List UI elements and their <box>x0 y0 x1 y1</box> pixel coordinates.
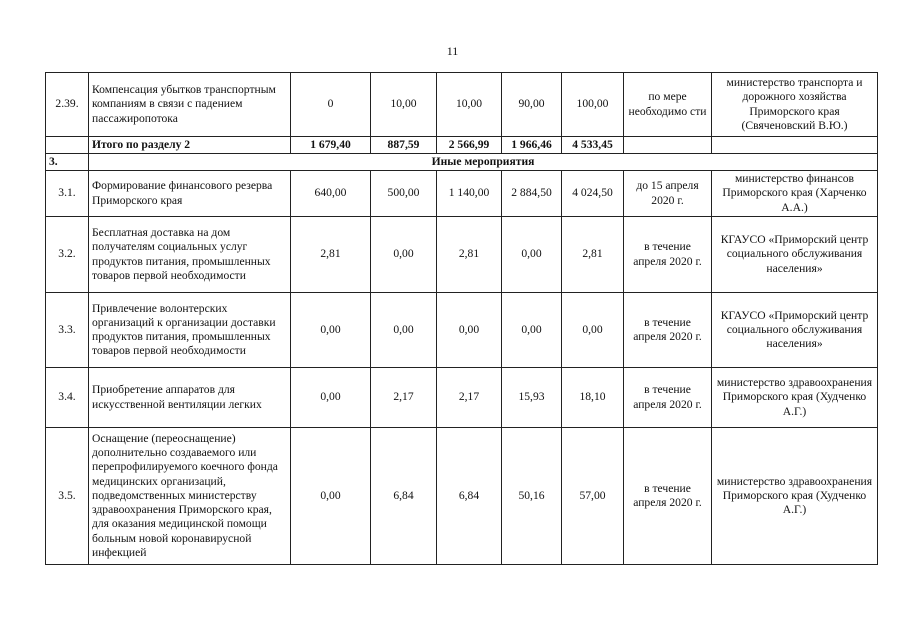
measures-table <box>45 72 878 565</box>
responsible-cell: министерство здравоохранения Приморского края (Худченко А.Г.) <box>712 368 878 428</box>
value-cell: 0,00 <box>291 368 371 428</box>
total-value: 2 566,99 <box>437 137 502 154</box>
value-cell: 0,00 <box>562 293 624 368</box>
value-cell: 1 140,00 <box>437 171 502 217</box>
responsible-cell: КГАУСО «Приморский центр социального обслуживания населения» <box>712 293 878 368</box>
value-cell: 640,00 <box>291 171 371 217</box>
page-number: 11 <box>446 44 459 58</box>
total-value: 4 533,45 <box>562 137 624 154</box>
value-cell: 15,93 <box>502 368 562 428</box>
value-cell: 0,00 <box>502 217 562 293</box>
value-cell: 0,00 <box>291 293 371 368</box>
measure-name: Оснащение (переоснащение) дополнительно создаваемого или перепрофилируемого коечного фонда медицинских организаций, подведомственных министерству здравоохранения Приморского края, для оказания медицинской помощи больным новой коронавирусной инфекцией <box>89 428 291 565</box>
value-cell: 6,84 <box>371 428 437 565</box>
value-cell: 90,00 <box>502 73 562 137</box>
row-number: 2.39. <box>46 73 89 137</box>
section-header-row <box>46 154 878 171</box>
value-cell: 4 024,50 <box>562 171 624 217</box>
value-cell: 2 884,50 <box>502 171 562 217</box>
value-cell: 0,00 <box>437 293 502 368</box>
value-cell: 18,10 <box>562 368 624 428</box>
total-value: 887,59 <box>371 137 437 154</box>
table-row <box>46 428 878 565</box>
measure-name: Формирование финансового резерва Приморского края <box>89 171 291 217</box>
responsible-cell: министерство здравоохранения Приморского края (Худченко А.Г.) <box>712 428 878 565</box>
responsible-cell: министерство финансов Приморского края (Харченко А.А.) <box>712 171 878 217</box>
term-cell: в течение апреля 2020 г. <box>624 368 712 428</box>
row-number: 3.3. <box>46 293 89 368</box>
term-cell: до 15 апреля 2020 г. <box>624 171 712 217</box>
total-label: Итого по разделу 2 <box>89 137 291 154</box>
measure-name: Приобретение аппаратов для искусственной вентиляции легких <box>89 368 291 428</box>
table-row <box>46 368 878 428</box>
value-cell: 0,00 <box>291 428 371 565</box>
value-cell: 2,81 <box>437 217 502 293</box>
term-cell: в течение апреля 2020 г. <box>624 217 712 293</box>
value-cell: 2,17 <box>437 368 502 428</box>
section-total-row <box>46 137 878 154</box>
row-number: 3.2. <box>46 217 89 293</box>
total-value: 1 966,46 <box>502 137 562 154</box>
value-cell: 50,16 <box>502 428 562 565</box>
value-cell: 6,84 <box>437 428 502 565</box>
value-cell: 0 <box>291 73 371 137</box>
table-row <box>46 217 878 293</box>
table-row <box>46 73 878 137</box>
table-row <box>46 293 878 368</box>
measure-name: Привлечение волонтерских организаций к организации доставки продуктов питания, промышленных товаров первой необходимости <box>89 293 291 368</box>
row-number: 3.1. <box>46 171 89 217</box>
value-cell: 100,00 <box>562 73 624 137</box>
value-cell: 0,00 <box>371 217 437 293</box>
empty-cell <box>624 137 712 154</box>
value-cell: 2,81 <box>291 217 371 293</box>
empty-cell <box>46 137 89 154</box>
value-cell: 2,81 <box>562 217 624 293</box>
value-cell: 57,00 <box>562 428 624 565</box>
responsible-cell: министерство транспорта и дорожного хозяйства Приморского края (Свяченовский В.Ю.) <box>712 73 878 137</box>
measure-name: Компенсация убытков транспортным компаниям в связи с падением пассажиропотока <box>89 73 291 137</box>
term-cell: в течение апреля 2020 г. <box>624 428 712 565</box>
value-cell: 10,00 <box>371 73 437 137</box>
table-row <box>46 171 878 217</box>
section-number: 3. <box>46 154 89 171</box>
value-cell: 2,17 <box>371 368 437 428</box>
value-cell: 500,00 <box>371 171 437 217</box>
term-cell: по мере необходимо сти <box>624 73 712 137</box>
term-cell: в течение апреля 2020 г. <box>624 293 712 368</box>
value-cell: 0,00 <box>502 293 562 368</box>
value-cell: 10,00 <box>437 73 502 137</box>
value-cell: 0,00 <box>371 293 437 368</box>
responsible-cell: КГАУСО «Приморский центр социального обслуживания населения» <box>712 217 878 293</box>
row-number: 3.5. <box>46 428 89 565</box>
empty-cell <box>712 137 878 154</box>
section-title: Иные мероприятия <box>89 154 878 171</box>
total-value: 1 679,40 <box>291 137 371 154</box>
measure-name: Бесплатная доставка на дом получателям социальных услуг продуктов питания, промышленных товаров первой необходимости <box>89 217 291 293</box>
row-number: 3.4. <box>46 368 89 428</box>
